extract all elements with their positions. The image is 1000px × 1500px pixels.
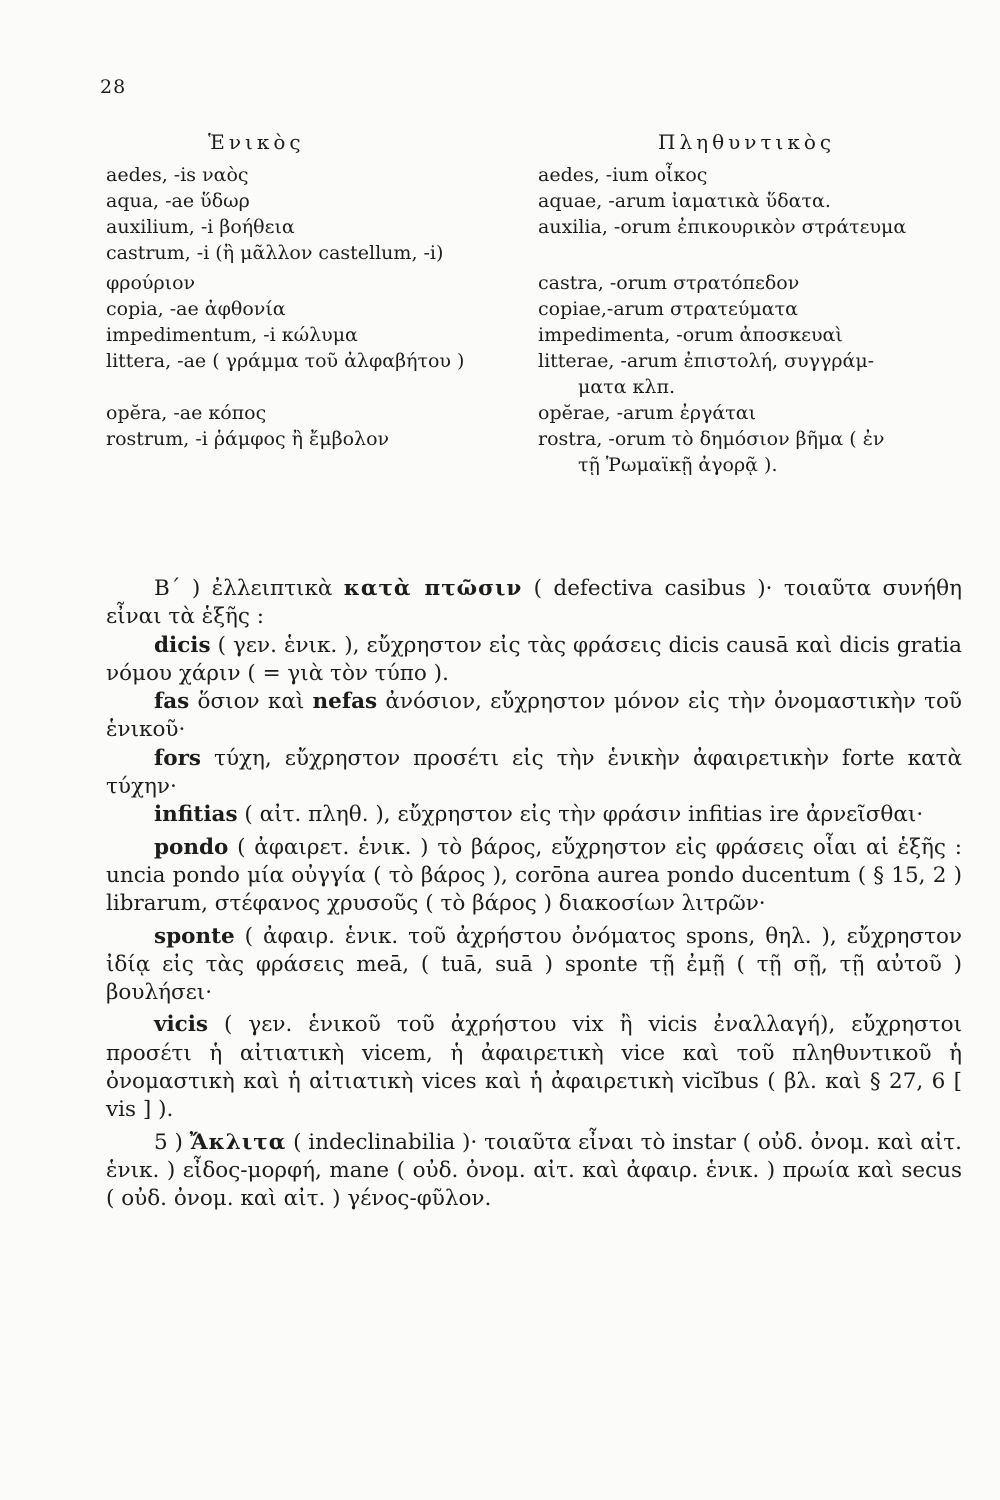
section-5-term: Ἄκλιτα xyxy=(189,1129,287,1155)
entry-head: fas xyxy=(154,689,190,715)
section-b-label: Β΄ ) ἐλλειπτικὰ xyxy=(154,576,333,601)
vocab-plural: impedimenta, -orum ἀποσκευαὶ xyxy=(538,324,843,346)
vocab-row xyxy=(0,188,1000,214)
section-5-paragraph xyxy=(106,1129,962,1214)
vocab-singular: aedes, -is ναὸς xyxy=(106,164,249,186)
vocab-row xyxy=(0,400,1000,426)
section-5-text: ( indeclinabilia )· τοιαῦτα εἶναι τὸ instar ( οὐδ. ὀνομ. καὶ αἰτ. ἑνικ. ) εἶδος-μορφή, mane ( οὐδ. ὀνομ. αἰτ. καὶ ἀφαιρ. ἑνικ. ) πρωία καὶ secus ( οὐδ. ὀνομ. καὶ αἰτ. ) γένος-φῦλον. xyxy=(106,1129,962,1212)
entry-head: fors xyxy=(154,745,202,771)
vocab-row xyxy=(0,426,1000,478)
section-b-term: κατὰ πτῶσιν xyxy=(343,576,523,601)
entry-sponte xyxy=(106,923,962,1008)
vocab-singular xyxy=(106,240,443,296)
entry-head: vicis xyxy=(154,1012,209,1038)
vocab-singular: copia, -ae ἀφθονία xyxy=(106,298,286,320)
vocab-singular: opĕra, -ae κόπος xyxy=(106,402,267,424)
vocab-plural: opĕrae, -arum ἐργάται xyxy=(538,402,757,424)
entry-vicis xyxy=(106,1011,962,1124)
vocab-row xyxy=(0,348,1000,400)
vocab-row xyxy=(0,162,1000,188)
vocab-row xyxy=(0,240,1000,296)
plural-header: Πληθυντικὸς xyxy=(658,130,836,154)
vocab-plural: auxilia, -orum ἐπικουρικὸν στράτευμα xyxy=(538,216,907,238)
vocab-plural xyxy=(538,426,884,478)
entry-text: τύχη, εὔχρηστον προσέτι εἰς τὴν ἑνικὴν ἀφαιρετικὴν forte κατὰ τύχην· xyxy=(106,745,962,800)
entry-head: pondo xyxy=(154,834,229,860)
entry-head: dicis xyxy=(154,632,211,658)
vocab-plural: aquae, -arum ἰαματικὰ ὕδατα. xyxy=(538,190,831,212)
section-b-text: ( defectiva casibus )· τοιαῦτα συνήθη εἶναι τὰ ἑξῆς : xyxy=(106,576,962,630)
entry-infitias xyxy=(106,801,962,829)
entry-fors xyxy=(106,745,962,802)
vocab-row xyxy=(0,296,1000,322)
entry-head: sponte xyxy=(154,923,235,949)
entry-text: ( αἰτ. πληθ. ), εὔχρηστον εἰς τὴν φράσιν infitias ire ἀρνεῖσθαι· xyxy=(237,802,924,828)
entry-text-secondary: ἀνόσιον, εὔχρηστον μόνον εἰς τὴν ὀνομαστικὴν τοῦ ἑνικοῦ· xyxy=(106,689,962,743)
vocab-singular-line1: castrum, -i (ἢ μᾶλλον castellum, -i) xyxy=(106,242,444,264)
entry-fas xyxy=(106,688,962,745)
entry-text: ( ἀφαιρ. ἑνικ. τοῦ ἀχρήστου ὀνόματος spons, θηλ. ), εὔχρηστον ἰδίᾳ εἰς τὰς φράσεις meā, ( tuā, suā ) sponte τῇ ἐμῇ ( τῇ σῇ, τῇ αὐτοῦ ) βουλήσει· xyxy=(106,923,962,1006)
vocab-plural-line1: litterae, -arum ἐπιστολή, συγγράμ- xyxy=(538,350,875,372)
entry-dicis xyxy=(106,632,962,689)
vocab-singular: aqua, -ae ὕδωρ xyxy=(106,190,250,212)
vocab-plural: castra, -orum στρατόπεδον xyxy=(538,272,800,294)
section-5-label: 5 ) xyxy=(154,1129,190,1155)
body-text xyxy=(106,575,962,1214)
vocab-row xyxy=(0,214,1000,240)
section-b-paragraph xyxy=(106,575,962,632)
vocab-row xyxy=(0,322,1000,348)
entry-text: ὅσιον καὶ xyxy=(189,689,313,715)
vocab-plural-line1: rostra, -orum τὸ δημόσιον βῆμα ( ἐν xyxy=(538,428,885,450)
entry-text: ( γεν. ἑνικοῦ τοῦ ἀχρήστου vix ἢ vicis ἐναλλαγή), εὔχρηστοι προσέτι ἡ αἰτιατικὴ vicem, ἡ ἀφαιρετικὴ vice καὶ τοῦ πληθυντικοῦ ἡ ὀνομαστικὴ καὶ ἡ αἰτιατικὴ vices καὶ ἡ ἀφαιρετικὴ vicĭbus ( βλ. καὶ § 27, 6 [ vis ] ). xyxy=(106,1012,962,1123)
vocab-singular: impedimentum, -i κώλυμα xyxy=(106,324,358,346)
entry-head: infitias xyxy=(154,802,238,828)
vocab-singular: rostrum, -i ῥάμφος ἢ ἔμβολον xyxy=(106,428,390,450)
entry-text: ( ἀφαιρετ. ἑνικ. ) τὸ βάρος, εὔχρηστον εἰς φράσεις οἷαι αἱ ἑξῆς : uncia pondo μία οὐγγία ( τὸ βάρος ), corōna aurea pondo ducentum ( § 15, 2 ) librarum, στέφανος χρυσοῦς ( τὸ βάρος ) διακοσίων λιτρῶν· xyxy=(106,834,962,917)
entry-head-secondary: nefas xyxy=(312,689,378,715)
vocab-plural: aedes, -ium οἶκος xyxy=(538,164,708,186)
singular-header: Ἑνικὸς xyxy=(208,130,305,154)
page-number: 28 xyxy=(100,76,127,98)
vocab-plural xyxy=(538,348,874,400)
vocab-table xyxy=(0,162,1000,478)
entry-pondo xyxy=(106,834,962,919)
vocab-singular-line2: φρούριον xyxy=(106,272,196,294)
vocab-plural-line2: ματα κλπ. xyxy=(578,376,676,398)
vocab-singular: littera, -ae ( γράμμα τοῦ ἀλφαβήτου ) xyxy=(106,350,465,372)
vocab-plural-line2: τῇ Ῥωμαϊκῇ ἀγορᾷ ). xyxy=(578,454,778,476)
vocab-singular: auxilium, -i βοήθεια xyxy=(106,216,295,238)
vocab-plural: copiae,-arum στρατεύματα xyxy=(538,298,798,320)
entry-text: ( γεν. ἑνικ. ), εὔχρηστον εἰς τὰς φράσεις dicis causā καὶ dicis gratia νόμου χάριν ( = γιὰ τὸν τύπο ). xyxy=(106,632,962,686)
